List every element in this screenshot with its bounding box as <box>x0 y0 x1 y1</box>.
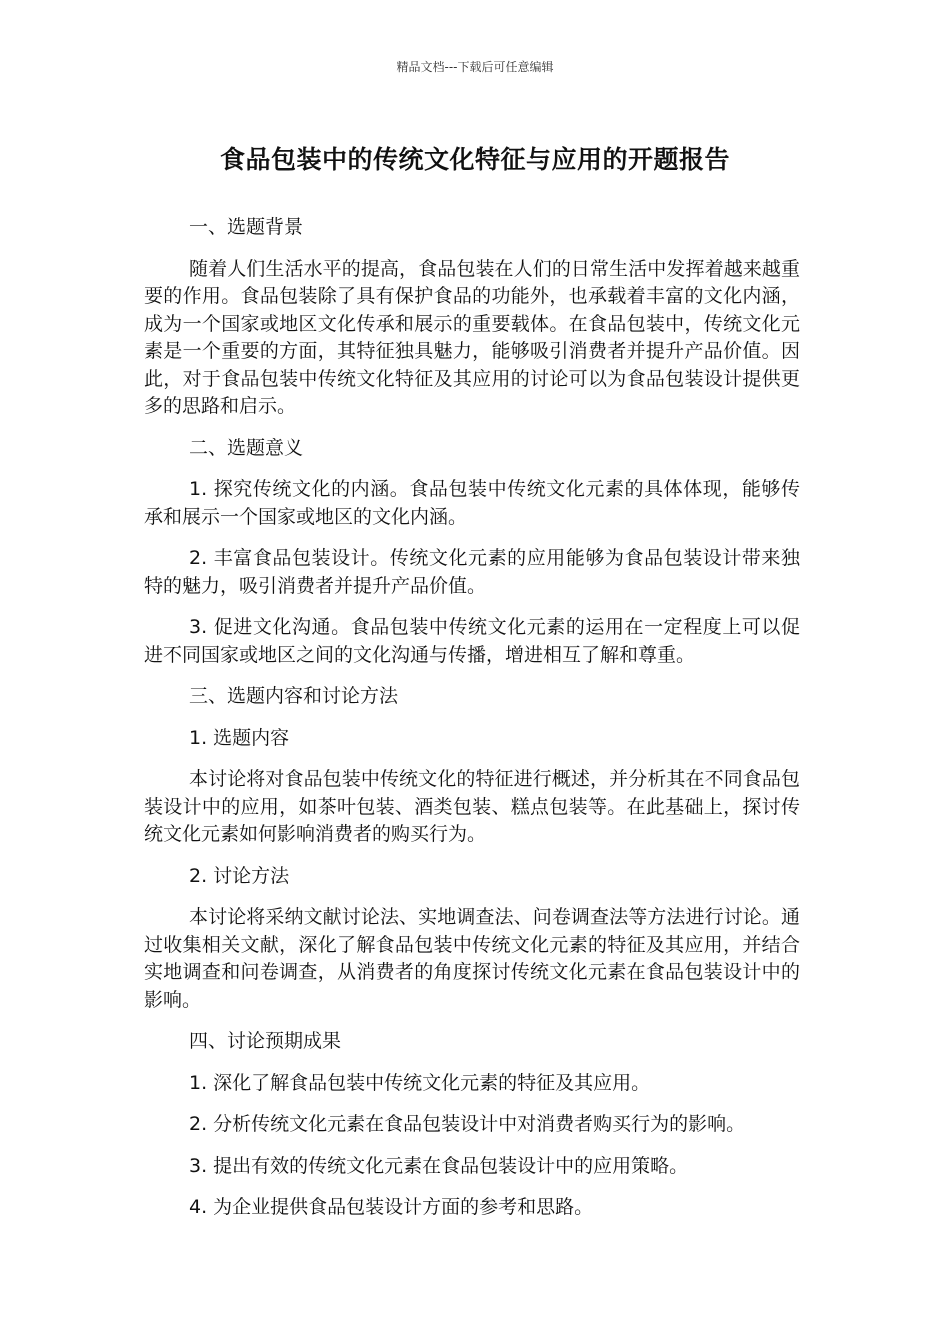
section-heading: 四、讨论预期成果 <box>189 1030 342 1052</box>
list-item: 1. 探究传统文化的内涵。食品包装中传统文化元素的具体体现，能够传承和展示一个国家或地区的文化内涵。 <box>144 478 800 528</box>
list-item: 1. 深化了解食品包装中传统文化元素的特征及其应用。 <box>189 1071 651 1094</box>
paragraph: 随着人们生活水平的提高，食品包装在人们的日常生活中发挥着越来越重要的作用。食品包装除了具有保护食品的功能外，也承载着丰富的文化内涵，成为一个国家或地区文化传承和展示的重要载体。在食品包装中，传统文化元素是一个重要的方面，其特征独具魅力，能够吸引消费者并提升产品价值。因此，对于食品包装中传统文化特征及其应用的讨论可以为食品包装设计提供更多的思路和启示。 <box>144 257 800 417</box>
subsection-heading: 2. 讨论方法 <box>189 864 290 887</box>
subsection-heading: 1. 选题内容 <box>189 726 290 749</box>
list-item: 4. 为企业提供食品包装设计方面的参考和思路。 <box>189 1196 594 1218</box>
list-item: 3. 促进文化沟通。食品包装中传统文化元素的运用在一定程度上可以促进不同国家或地区之间的文化沟通与传播，增进相互了解和尊重。 <box>144 616 800 666</box>
section-heading: 二、选题意义 <box>189 436 304 459</box>
list-item: 2. 丰富食品包装设计。传统文化元素的应用能够为食品包装设计带来独特的魅力，吸引消费者并提升产品价值。 <box>144 547 800 597</box>
document-body <box>144 214 800 1236</box>
document-title: 食品包装中的传统文化特征与应用的开题报告 <box>219 145 730 174</box>
section-heading: 三、选题内容和讨论方法 <box>189 685 399 707</box>
section-heading: 一、选题背景 <box>189 216 304 238</box>
header-note: 精品文档---下载后可任意编辑 <box>396 60 554 74</box>
list-item: 2. 分析传统文化元素在食品包装设计中对消费者购买行为的影响。 <box>189 1113 746 1135</box>
paragraph: 本讨论将对食品包装中传统文化的特征进行概述，并分析其在不同食品包装设计中的应用，如茶叶包装、酒类包装、糕点包装等。在此基础上，探讨传统文化元素如何影响消费者的购买行为。 <box>144 768 800 845</box>
list-item: 3. 提出有效的传统文化元素在食品包装设计中的应用策略。 <box>189 1154 689 1177</box>
paragraph: 本讨论将采纳文献讨论法、实地调查法、问卷调查法等方法进行讨论。通过收集相关文献，深化了解食品包装中传统文化元素的特征及其应用，并结合实地调查和问卷调查，从消费者的角度探讨传统文化元素在食品包装设计中的影响。 <box>144 906 800 1011</box>
